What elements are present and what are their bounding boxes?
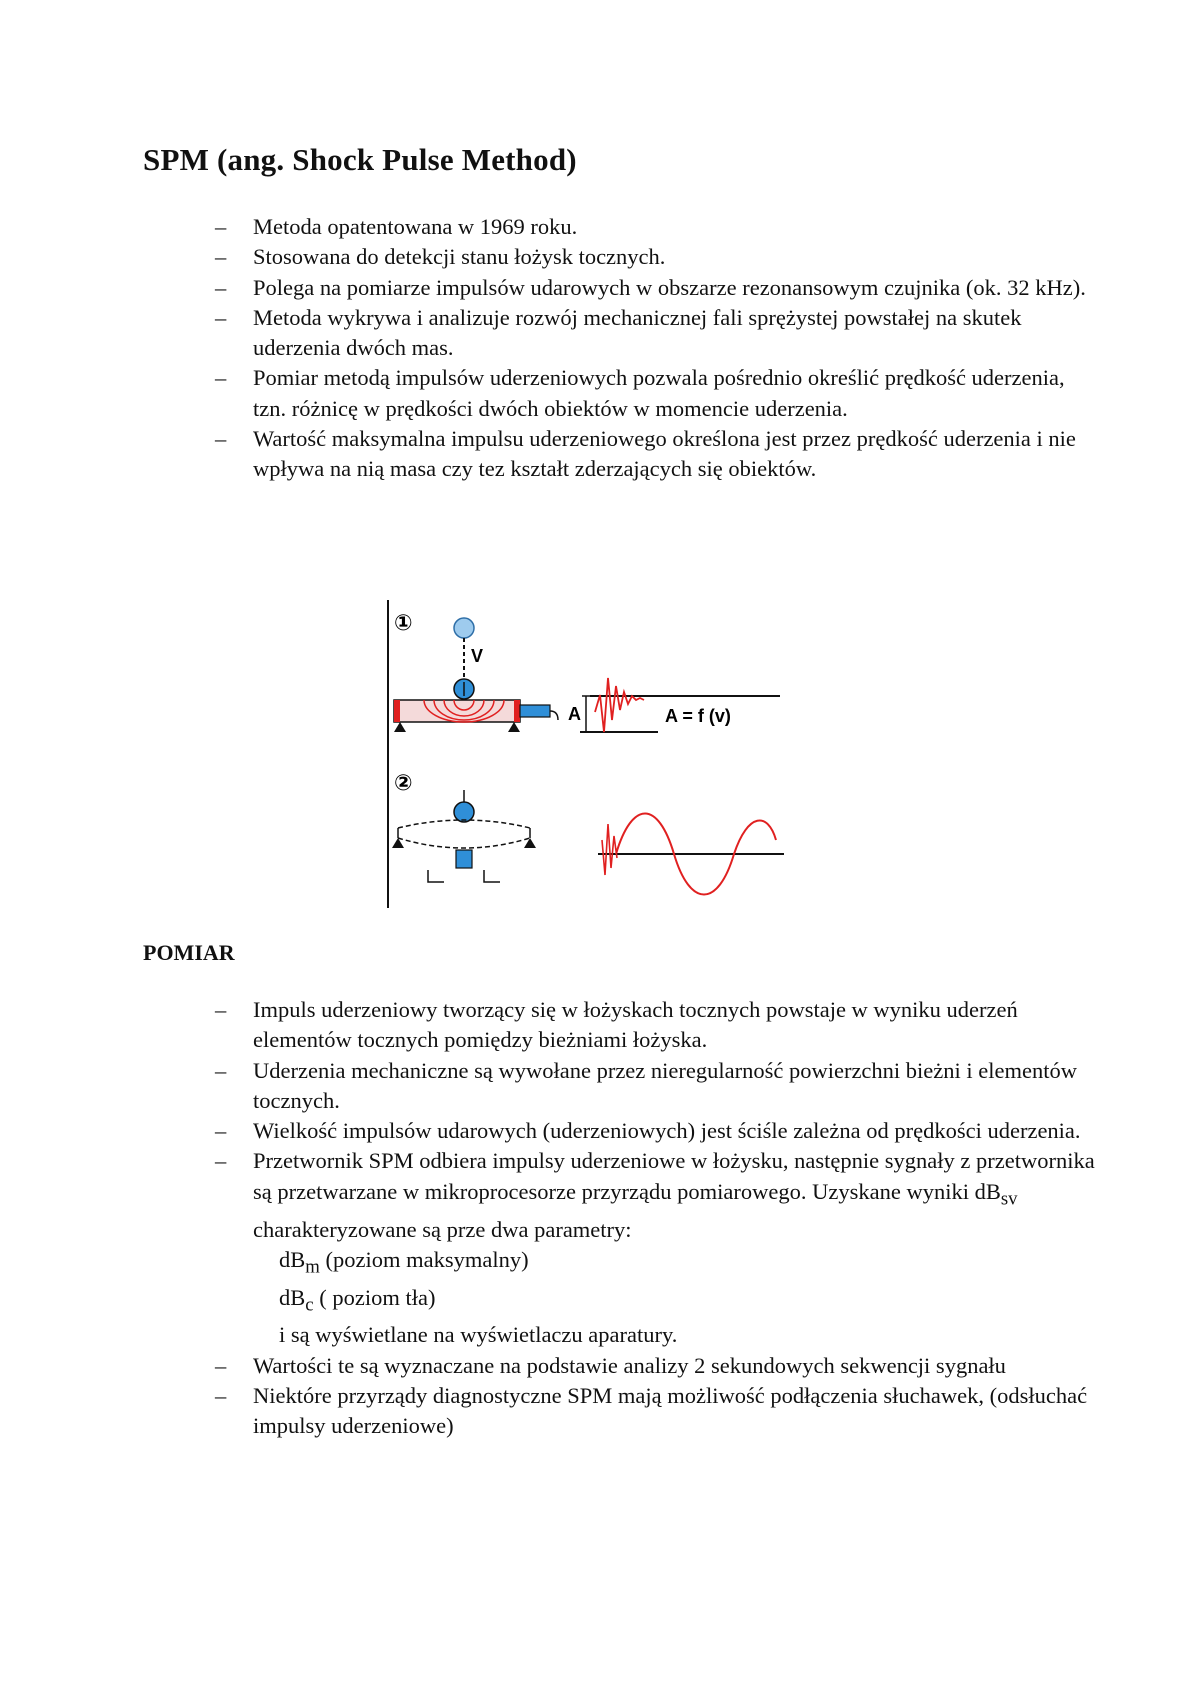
list-item: – Polega na pomiarze impulsów udarowych w obszarze rezonansowym czujnika (ok. 32 kHz). xyxy=(215,273,1095,303)
dbm-line: $dB_m$ (poziom maksymalny) xyxy=(279,1246,529,1278)
list-item: – Niektóre przyrządy diagnostyczne SPM mają możliwość podłączenia słuchawek, (odsłuchać impulsy uderzeniowe) xyxy=(215,1381,1095,1442)
shock-pulse-diagram xyxy=(380,600,820,910)
beam-icon xyxy=(394,700,520,722)
list-item: – Metoda opatentowana w 1969 roku. xyxy=(215,212,1095,242)
sensor-icon xyxy=(520,705,550,717)
list-item: – Wielkość impulsów udarowych (uderzeniowych) jest ściśle zależna od prędkości uderzenia. xyxy=(215,1116,1095,1146)
formula-label: A = f (v) xyxy=(665,706,731,726)
list-item: – Impuls uderzeniowy tworzący się w łożyskach tocznych powstaje w wyniku uderzeń elementów tocznych pomiędzy bieżniami łożyska. xyxy=(215,995,1095,1056)
display-note: i są wyświetlane na wyświetlaczu aparatury. xyxy=(279,1322,678,1348)
list-item: – Wartości te są wyznaczane na podstawie analizy 2 sekundowych sekwencji sygnału xyxy=(215,1351,1095,1381)
diagram-label-1: ① xyxy=(394,610,413,635)
pulse-burst xyxy=(602,824,617,875)
list-item: – Stosowana do detekcji stanu łożysk tocznych. xyxy=(215,242,1095,272)
list-item: – Uderzenia mechaniczne są wywołane przez nieregularność powierzchni bieżni i elementów tocznych. xyxy=(215,1056,1095,1117)
shock-pulse-signal xyxy=(595,678,644,732)
intro-list xyxy=(215,212,1095,485)
list-item: – Pomiar metodą impulsów uderzeniowych pozwala pośrednio określić prędkość uderzenia, tzn. różnicę w prędkości dwóch obiektów w momencie uderzenia. xyxy=(215,363,1095,424)
item-text: charakteryzowane są prze dwa parametry: xyxy=(253,1216,632,1242)
page-title: SPM (ang. Shock Pulse Method) xyxy=(143,142,577,177)
amplitude-label: A xyxy=(568,704,581,724)
falling-ball-icon xyxy=(454,618,474,638)
item-text: Przetwornik SPM odbiera impulsy uderzeniowe w łożysku, następnie sygnały z przetwornika są przetwarzane w mikroprocesorze przyrządu pomiarowego. Uzyskane wyniki dB xyxy=(253,1148,1095,1204)
list-item xyxy=(215,1146,1095,1350)
list-item: – Metoda wykrywa i analizuje rozwój mechanicznej fali sprężystej powstałej na skutek uderzenia dwóch mas. xyxy=(215,303,1095,364)
sensor-block-icon xyxy=(456,850,472,868)
list-item: – Wartość maksymalna impulsu uderzeniowego określona jest przez prędkość uderzenia i nie wpływa na nią masa czy tez kształt zderzających się obiektów. xyxy=(215,424,1095,485)
support-icon xyxy=(394,722,406,732)
support-icon xyxy=(508,722,520,732)
measurement-list xyxy=(215,995,1095,1442)
subscript: sv xyxy=(1000,1188,1018,1210)
mass-ball-icon xyxy=(454,802,474,822)
diagram-label-2: ② xyxy=(394,770,413,795)
dbc-line: $dB_c$ ( poziom tła) xyxy=(279,1284,436,1316)
velocity-label: V xyxy=(471,646,484,666)
section-heading: POMIAR xyxy=(143,940,235,965)
